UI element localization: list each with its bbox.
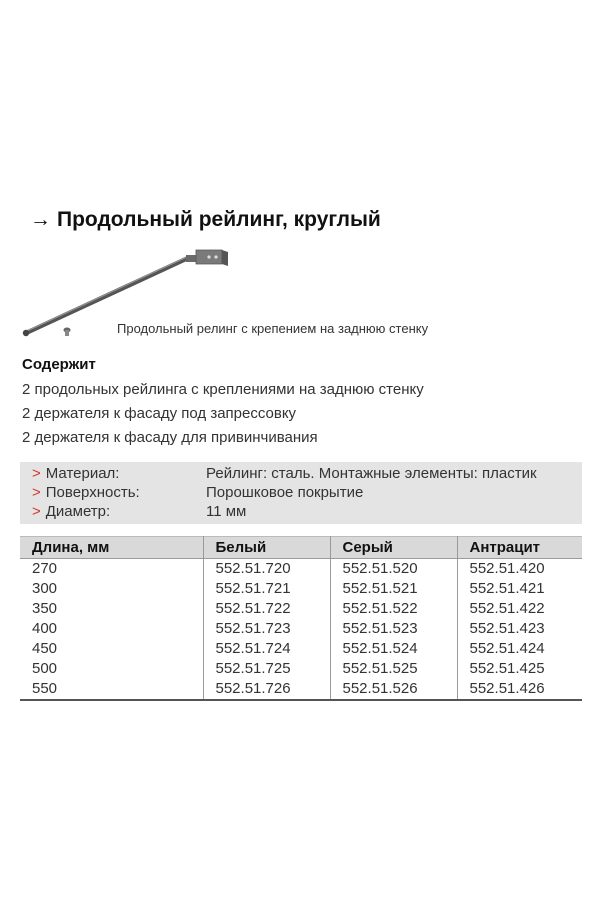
column-header-anthracite: Антрацит xyxy=(457,537,582,559)
length-cell: 400 xyxy=(32,620,58,637)
article-cell: 552.51.526 xyxy=(330,679,457,700)
article-cell: 552.51.520 xyxy=(330,559,457,580)
chevron-right-icon: > xyxy=(32,503,41,520)
list-item: 2 держателя к фасаду под запрессовку xyxy=(22,405,297,422)
table-row xyxy=(20,639,582,659)
article-cell: 552.51.726 xyxy=(203,679,330,700)
article-cell: 552.51.522 xyxy=(330,599,457,619)
illustration-caption: Продольный релинг с крепением на заднюю стенку xyxy=(117,321,429,336)
article-cell: 552.51.725 xyxy=(203,659,330,679)
table-header-row xyxy=(20,537,582,559)
column-header-length: Длина, мм xyxy=(20,537,203,559)
table-row xyxy=(20,559,582,580)
spec-label: Поверхность: xyxy=(45,484,140,501)
spec-row-surface xyxy=(20,483,582,502)
article-cell: 552.51.421 xyxy=(457,579,582,599)
contents-list xyxy=(22,378,424,450)
list-item: 2 держателя к фасаду для привинчивания xyxy=(22,429,318,446)
chevron-right-icon: > xyxy=(32,484,41,501)
page-title xyxy=(30,208,381,232)
article-cell: 552.51.521 xyxy=(330,579,457,599)
table-row xyxy=(20,599,582,619)
table-row xyxy=(20,659,582,679)
chevron-right-icon: > xyxy=(32,465,41,482)
length-cell: 300 xyxy=(32,580,58,597)
article-cell: 552.51.425 xyxy=(457,659,582,679)
article-cell: 552.51.724 xyxy=(203,639,330,659)
contents-heading: Содержит xyxy=(22,356,96,373)
table-row xyxy=(20,579,582,599)
article-cell: 552.51.524 xyxy=(330,639,457,659)
article-cell: 552.51.423 xyxy=(457,619,582,639)
arrow-right-icon: → xyxy=(30,208,51,231)
article-cell: 552.51.523 xyxy=(330,619,457,639)
length-cell: 350 xyxy=(32,600,58,617)
spec-row-material xyxy=(20,464,582,483)
table-row xyxy=(20,619,582,639)
article-cell: 552.51.720 xyxy=(203,559,330,580)
length-cell: 500 xyxy=(32,660,58,677)
title-text: Продольный рейлинг, круглый xyxy=(57,208,381,231)
railing-end-cap xyxy=(23,330,29,336)
article-cell: 552.51.525 xyxy=(330,659,457,679)
spec-value: 11 мм xyxy=(206,503,247,520)
article-cell: 552.51.422 xyxy=(457,599,582,619)
spec-value: Порошковое покрытие xyxy=(206,484,364,501)
list-item: 2 продольных рейлинга с креплениями на заднюю стенку xyxy=(22,381,424,398)
spec-row-diameter xyxy=(20,502,582,521)
specs-box xyxy=(20,462,582,524)
column-header-grey: Серый xyxy=(330,537,457,559)
length-cell: 270 xyxy=(32,560,58,577)
article-cell: 552.51.426 xyxy=(457,679,582,700)
spec-label: Материал: xyxy=(45,465,120,482)
article-cell: 552.51.722 xyxy=(203,599,330,619)
spec-label: Диаметр: xyxy=(45,503,111,520)
article-cell: 552.51.723 xyxy=(203,619,330,639)
length-cell: 450 xyxy=(32,640,58,657)
table-row xyxy=(20,679,582,700)
length-cell: 550 xyxy=(20,679,203,700)
spec-value: Рейлинг: сталь. Монтажные элементы: пластик xyxy=(206,465,537,482)
article-cell: 552.51.721 xyxy=(203,579,330,599)
article-cell: 552.51.420 xyxy=(457,559,582,580)
column-header-white: Белый xyxy=(203,537,330,559)
article-cell: 552.51.424 xyxy=(457,639,582,659)
article-number-table xyxy=(20,536,582,701)
